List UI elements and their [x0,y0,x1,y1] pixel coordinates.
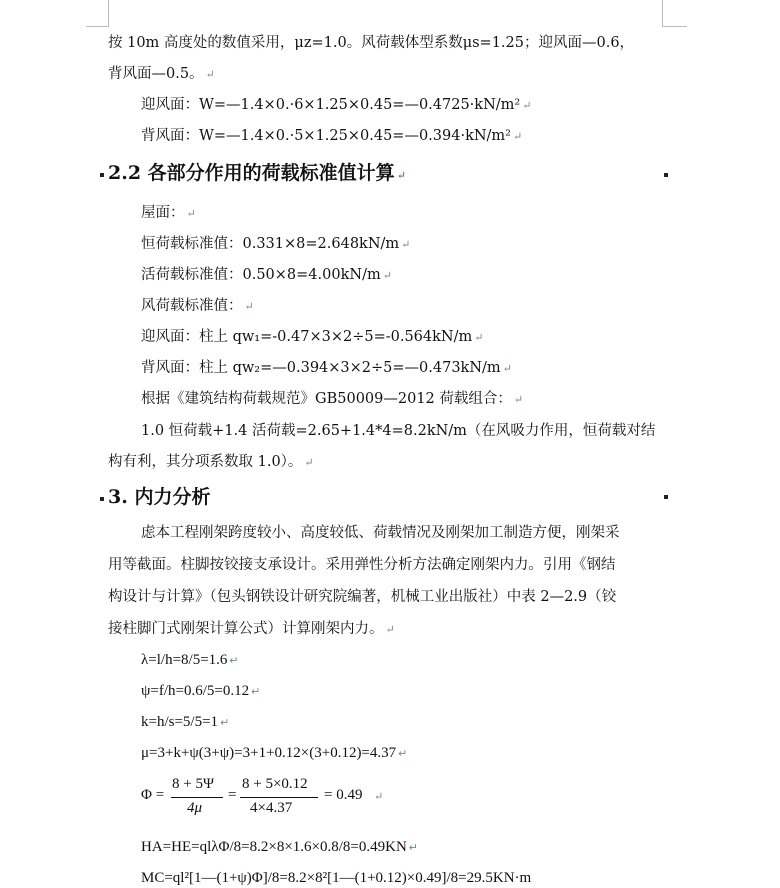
paragraph-mark-icon: ↵ [374,790,384,803]
heading-bullet-icon [100,173,104,177]
paragraph-mark-icon: ↵ [401,238,411,251]
eq-mu: μ=3+k+ψ(3+ψ)=3+1+0.12×(3+0.12)=4.37 ↵ [141,745,408,761]
wind-front-line: 迎风面：W=—1.4×0.·6×1.25×0.45=—0.4725·kN/m² ↵ [141,97,532,113]
paragraph-mark-icon: ↵ [502,362,512,375]
phi-numerator-1: 8 + 5Ψ [172,776,215,792]
wind-back-line: 背风面：W=—1.4×0.·5×1.25×0.45=—0.394·kN/m² ↵ [141,128,523,144]
paragraph-mark-icon: ↵ [513,393,524,406]
paragraph-mark-icon: ↵ [205,68,215,81]
eq-lambda: λ=l/h=8/5=1.6 ↵ [141,652,239,668]
phi-denominator-1: 4μ [187,800,203,816]
heading-bullet-icon [100,497,104,501]
combo-line1: 1.0 恒荷载+1.4 活荷载=2.65+1.4*4=8.2kN/m（在风吸力作用，恒荷载对结 [141,423,656,439]
paragraph-mark-icon: ↵ [385,623,395,636]
code-ref-line: 根据《建筑结构荷载规范》GB50009—2012 荷载组合： ↵ [141,391,524,407]
heading-2-2: 2.2 各部分作用的荷载标准值计算 ↵ [108,162,406,184]
analysis-line2: 用等截面。柱脚按铰接支承设计。采用弹性分析方法确定刚架内力。引用《钢结 [108,557,616,573]
paragraph-mark-icon: ↵ [229,655,239,667]
eq-k: k=h/s=5/5=1 ↵ [141,714,230,730]
heading-3: 3. 内力分析 [108,486,211,508]
paragraph-mark-icon: ↵ [220,717,230,729]
live-load-line: 活荷载标准值：0.50×8=4.00kN/m ↵ [141,267,392,283]
paragraph-mark-icon: ↵ [398,748,408,760]
format-mark-icon [664,495,668,499]
paragraph-mark-icon: ↵ [396,169,406,182]
phi-lhs: Φ = [141,787,165,803]
analysis-line1: 虑本工程刚架跨度较小、高度较低、荷载情况及刚架加工制造方便，刚架采 [141,525,620,541]
paragraph-mark-icon: ↵ [474,331,484,344]
phi-equals: = [228,787,237,803]
margin-corner-right [662,0,687,27]
phi-numerator-2: 8 + 5×0.12 [242,776,308,792]
dead-load-line: 恒荷载标准值：0.331×8=2.648kN/m ↵ [141,236,411,252]
paragraph-mark-icon: ↵ [251,686,261,698]
roof-line: 屋面： ↵ [141,205,196,221]
paragraph-mark-icon: ↵ [244,300,254,313]
margin-corner-left [86,0,109,27]
format-mark-icon [664,173,668,177]
analysis-line4: 接柱脚门式刚架计算公式）计算刚架内力。 ↵ [108,621,395,637]
wind-front-col-line: 迎风面：柱上 qw₁=-0.47×3×2÷5=-0.564kN/m ↵ [141,329,484,345]
eq-psi: ψ=f/h=0.6/5=0.12 ↵ [141,683,261,699]
wind-load-line: 风荷载标准值： ↵ [141,298,254,314]
paragraph-mark-icon: ↵ [522,99,532,112]
fraction-bar [240,797,318,798]
fraction-bar [171,797,223,798]
paragraph-mark-icon: ↵ [513,130,523,143]
paragraph-mark-icon: ↵ [304,456,314,469]
eq-H: HA=HE=qlλΦ/8=8.2×8×1.6×0.8/8=0.49KN ↵ [141,839,418,855]
phi-denominator-2: 4×4.37 [250,800,293,816]
analysis-line3: 构设计与计算》（包头钢铁设计研究院编著，机械工业出版社）中表 2—2.9（铰 [108,589,617,605]
paragraph-mark-icon: ↵ [408,842,418,854]
para1-line1: 按 10m 高度处的数值采用，μz=1.0。风荷载体型系数μs=1.25；迎风面—0.6， [108,35,635,51]
wind-back-col-line: 背风面：柱上 qw₂=—0.394×3×2÷5=—0.473kN/m ↵ [141,360,512,376]
paragraph-mark-icon: ↵ [186,207,196,220]
phi-result: = 0.49 [324,787,363,803]
eq-MC: MC=ql²[1—(1+ψ)Φ]/8=8.2×8²[1—(1+0.12)×0.49]/8=29.5KN·m [141,870,532,886]
paragraph-mark-icon: ↵ [382,269,392,282]
combo-line2: 构有利，其分项系数取 1.0）。 ↵ [108,454,314,470]
para1-line2: 背风面—0.5。 ↵ [108,66,215,82]
